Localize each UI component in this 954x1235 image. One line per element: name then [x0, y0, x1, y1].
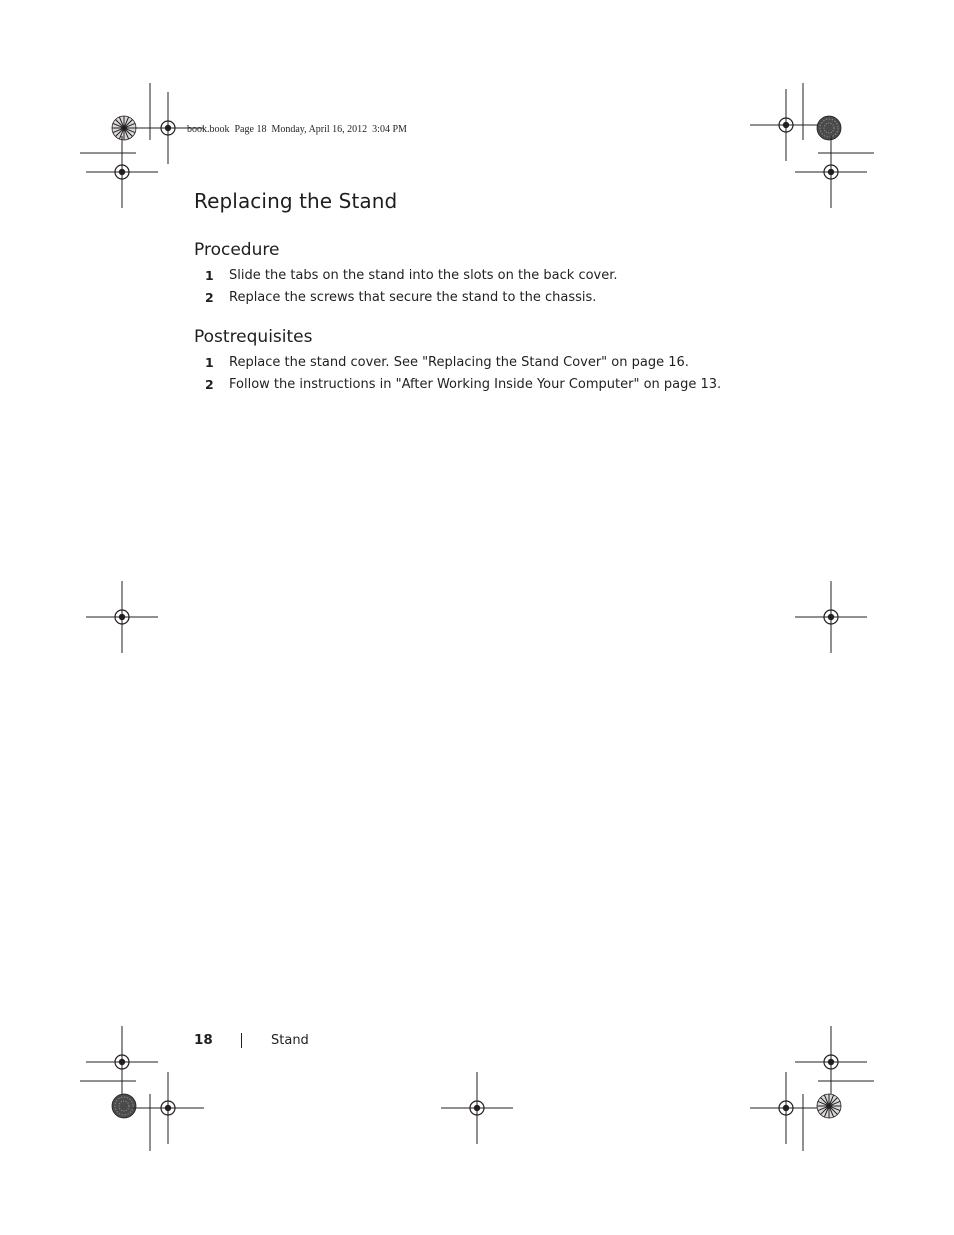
print-slug: book.book Page 18 Monday, April 16, 2012 3:04 PM [187, 124, 407, 135]
footer-section-label: Stand [271, 1033, 309, 1048]
footer-divider [241, 1033, 242, 1048]
page-title: Replacing the Stand [194, 189, 398, 213]
step-text: Follow the instructions in "After Working Inside Your Computer" on page 13. [229, 377, 722, 392]
step-text: Replace the stand cover. See "Replacing the Stand Cover" on page 16. [229, 355, 689, 370]
procedure-heading: Procedure [194, 240, 280, 260]
postrequisites-heading: Postrequisites [194, 327, 313, 347]
step-text: Slide the tabs on the stand into the slots on the back cover. [229, 268, 618, 283]
step-number: 1 [205, 268, 214, 283]
step-number: 2 [205, 290, 214, 305]
step-number: 1 [205, 355, 214, 370]
step-text: Replace the screws that secure the stand to the chassis. [229, 290, 597, 305]
step-number: 2 [205, 377, 214, 392]
footer-page-number: 18 [194, 1032, 213, 1048]
